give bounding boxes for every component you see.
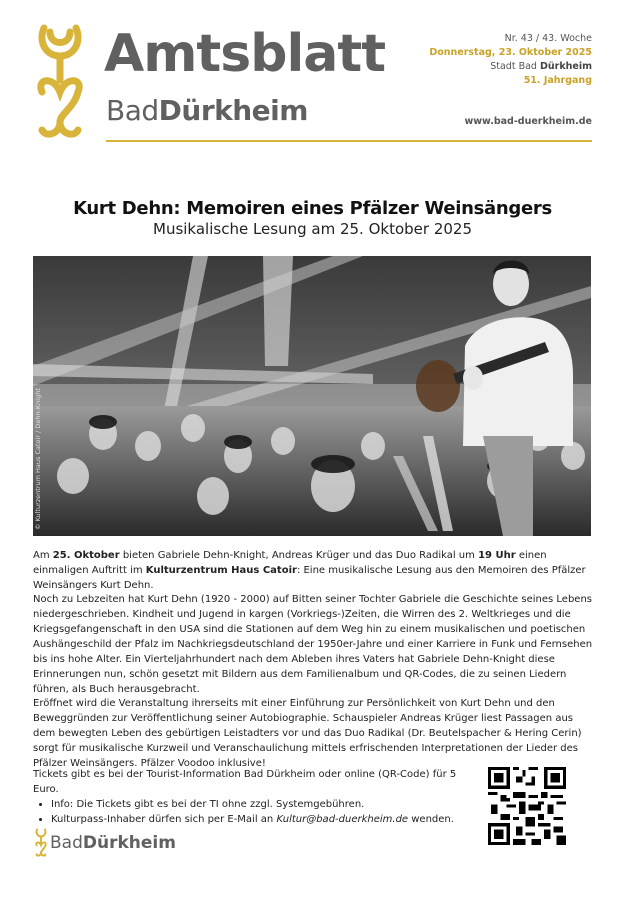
- footer-brand-bold: Dürkheim: [82, 833, 176, 853]
- biography-paragraph: Noch zu Lebzeiten hat Kurt Dehn (1920 - 2000) auf Bitten seiner Tochter Gabriele die Geschichte seines Lebens niedergeschrieben. Kindheit und Jugend in kargen (Vorkriegs-)Zeiten, die Wirren des 2. Weltkrieges und die Kriegsgefangenschaft in den USA sind die Stationen auf dem Weg hin zu einem musikalischen und poetischen Aushängeschild der Pfalz im Nachkriegsdeutschland der 1950er-Jahre und einer Karriere in Funk und Fernsehen bis ins hohe Alter. Ein Vierteljahrhundert nach dem Ableben ihres Vaters hat Gabriele Dehn-Knight diese Erinnerungen nun, schön gesetzt mit Bildern aus dem Familienalbum und QR-Codes, die zu seinen Liedern führen, als Buch herausgebracht.: [33, 594, 593, 695]
- intro-text-3: einen einmaligen Auftritt im: [33, 550, 547, 576]
- bullet-ti-info: • Info: Die Tickets gibt es bei der TI ohne zzgl. Systemgebühren.: [51, 797, 473, 812]
- email-link[interactable]: Kultur@bad-duerkheim.de: [276, 814, 409, 825]
- singer-photo-illustration: [33, 256, 591, 536]
- program-paragraph: Eröffnet wird die Veranstaltung ihrerseits mit einer Einführung zur Persönlichkeit von Kurt Dehn und den Beweggründen zur Veröffentlichung seiner Autobiographie. Schauspieler Andreas Krüger liest Passagen aus dem bewegten Leben des gebürtigen Leistadters vor und das Duo Radikal (Dr. Beutelspacher & Hering Cerin) sorgt für musikalische Kurzweil und Veranschaulichung mittels erfrischenden Interpretationen der Lieder des Pfälzer Weinsängers. Pfälzer Voodoo inklusive!: [33, 698, 582, 769]
- article-headline: Kurt Dehn: Memoiren eines Pfälzer Weinsängers: [73, 198, 552, 219]
- volume: 51. Jahrgang: [523, 75, 592, 86]
- bullet-kulturpass-end: wenden.: [408, 814, 454, 825]
- intro-text-4: : Eine musikalische Lesung aus den Memoiren des Pfälzer Weinsängers Kurt Dehn.: [33, 565, 586, 591]
- issue-number: Nr. 43 / 43. Woche: [504, 33, 592, 44]
- footer-emblem-icon: [33, 828, 49, 858]
- masthead-subtitle-light: Bad: [106, 94, 159, 127]
- publisher-light: Stadt Bad: [490, 61, 540, 72]
- masthead-subtitle-bold: Dürkheim: [158, 94, 308, 127]
- tickets-info: Tickets gibt es bei der Tourist-Information Bad Dürkheim oder online (QR-Code) für 5 Euro.: [33, 769, 457, 795]
- article-subheadline: Musikalische Lesung am 25. Oktober 2025: [153, 220, 472, 238]
- photo-credit: © Kulturzentrum Haus Catoir / Dehn-Knight: [34, 388, 42, 530]
- masthead-divider: [106, 140, 592, 142]
- event-date: 25. Oktober: [52, 550, 120, 561]
- event-time: 19 Uhr: [478, 550, 516, 561]
- issue-info: [429, 32, 592, 88]
- tickets-bullet-list: [33, 797, 473, 827]
- intro-paragraph: [33, 548, 593, 593]
- website-link[interactable]: www.bad-duerkheim.de: [464, 116, 592, 127]
- masthead-subtitle: [106, 94, 308, 128]
- tickets-section: [33, 767, 473, 827]
- masthead-title: Amtsblatt: [104, 24, 386, 84]
- footer-brand-light: Bad: [50, 833, 83, 853]
- bullet-kulturpass: [51, 812, 473, 827]
- bullet-kulturpass-text: Kulturpass-Inhaber dürfen sich per E-Mail an: [51, 814, 277, 825]
- event-venue: Kulturzentrum Haus Catoir: [145, 565, 297, 576]
- intro-text-2: bieten Gabriele Dehn-Knight, Andreas Krüger und das Duo Radikal um: [119, 550, 479, 561]
- article-photo: [33, 256, 591, 536]
- publisher: [429, 60, 592, 74]
- intro-text-1: Am: [33, 550, 53, 561]
- bad-duerkheim-emblem-icon: [36, 22, 84, 144]
- footer-brand: [50, 832, 176, 854]
- issue-date: Donnerstag, 23. Oktober 2025: [429, 47, 592, 58]
- tickets-qr-code-icon[interactable]: [488, 767, 566, 845]
- publisher-bold: Dürkheim: [539, 61, 592, 72]
